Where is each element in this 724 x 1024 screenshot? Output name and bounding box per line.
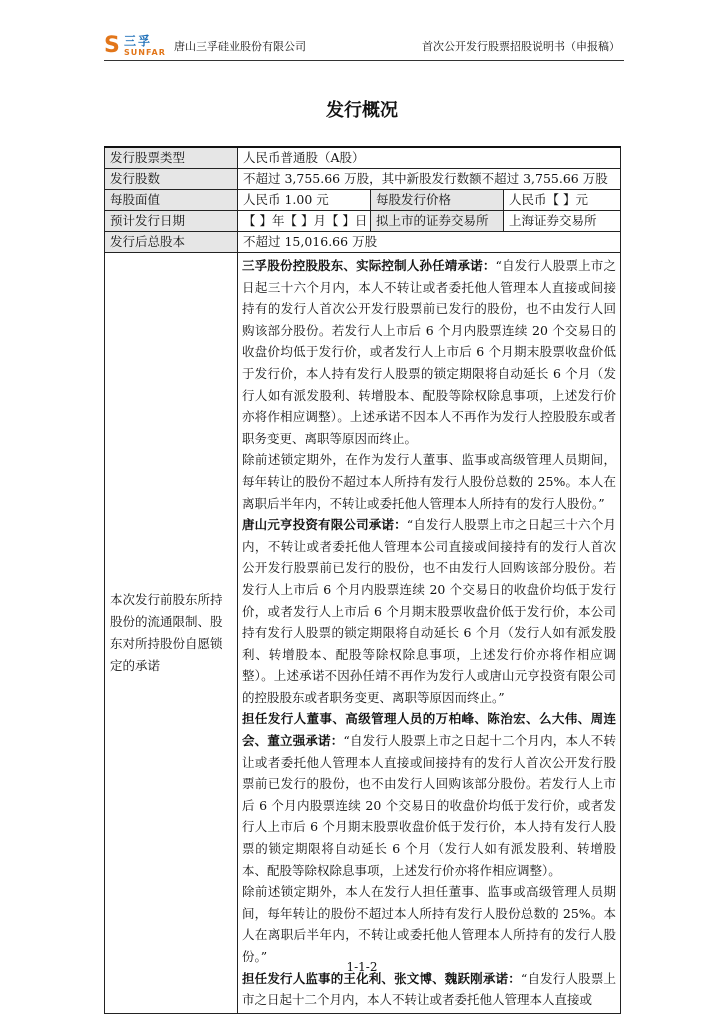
logo-english-text: SUNFAR [124, 48, 166, 57]
commitment-text-6: “自发行人股票上市之日起十二个月内，本人不转让或者委托他人管理本人直接或 [242, 970, 616, 1008]
company-name: 唐山三孚硅业股份有限公司 [174, 40, 306, 53]
page-header [104, 34, 624, 61]
total-capital-value: 不超过 15,016.66 万股 [238, 232, 621, 253]
table-row-issue-date [105, 211, 621, 232]
table-row-par-value [105, 190, 621, 211]
table-row-share-count [105, 169, 621, 190]
page-number: 1-1-2 [346, 960, 378, 974]
commitment-paragraph-2 [242, 449, 616, 514]
commitment-lead-1: 三孚股份控股股东、实际控制人孙任靖承诺： [242, 258, 496, 273]
issue-date-value: 【 】年【 】月【 】日 [238, 211, 371, 232]
logo-s-icon: S [104, 33, 120, 58]
table-row-stock-type [105, 147, 621, 169]
share-count-label: 发行股数 [105, 169, 238, 190]
commitment-paragraph-3 [242, 514, 616, 708]
stock-type-label: 发行股票类型 [105, 147, 238, 169]
table-row-total-capital [105, 232, 621, 253]
exchange-value: 上海证券交易所 [504, 211, 621, 232]
commitment-text-2: 除前述锁定期外，在作为发行人董事、监事或高级管理人员期间，每年转让的股份不超过本人所持有发行人股份总数的 25%。本人在离职后半年内，不转让或委托他人管理本人所持有的发行人股份。” [242, 452, 617, 511]
issue-price-label: 每股发行价格 [371, 190, 504, 211]
logo-chinese-text: 三孚 [124, 34, 153, 48]
commitment-paragraph-1 [242, 255, 616, 449]
total-capital-label: 发行后总股本 [105, 232, 238, 253]
commitment-paragraph-6 [242, 968, 616, 1011]
par-value-label: 每股面值 [105, 190, 238, 211]
commitment-lead-3: 唐山元亨投资有限公司承诺： [242, 517, 407, 533]
exchange-label: 拟上市的证券交易所 [371, 211, 504, 232]
commitment-lead-6: 担任发行人监事的王化利、张文博、魏跃刚承诺： [242, 970, 521, 986]
issue-date-label: 预计发行日期 [105, 211, 238, 232]
commitment-text-3: “自发行人股票上市之日起三十六个月内，不转让或者委托他人管理本公司直接或间接持有的发行人首次公开发行股票前已发行的股份，也不由发行人回购该部分股份。若发行人上市后 6 个月内股票连续 20 个交易日的收盘价均低于发行价，或者发行人上市后 6 个月期末股票收盘价低于发行价，本公司持有发行人股票的锁定期限将自动延长 6 个月（发行人如有派发股利、转增股本、配股等除权除息事项，上述发行价亦将作相应调整）。上述承诺不因孙任靖不再作为发行人或唐山元亨投资有限公司的控股股东或者职务变更、离职等原因而终止。” [242, 517, 617, 705]
commitment-text-5: 除前述锁定期外，本人在发行人担任董事、监事或高级管理人员期间，每年转让的股份不超过本人所持有发行人股份总数的 25%。本人在离职后半年内，不转让或委托他人管理本人所持有的发行人股份。” [242, 884, 617, 964]
commitment-paragraph-4 [242, 708, 616, 881]
lockup-commitments [238, 253, 621, 1014]
commitment-text-4: “自发行人股票上市之日起十二个月内，本人不转让或者委托他人管理本人直接或间接持有的发行人首次公开发行股票前已发行的股份，也不由发行人回购该部分股份。若发行人上市后 6 个月内股票连续 20 个交易日的收盘价均低于发行价，或者发行人上市后 6 个月期末股票收盘价低于发行价，本人持有发行人股票的锁定期限将自动延长 6 个月（发行人如有派发股利、转增股本、配股等除权除息事项，上述发行价亦将作相应调整）。 [242, 733, 617, 878]
company-logo [104, 34, 174, 60]
commitment-paragraph-5 [242, 881, 616, 967]
commitment-text-1: “自发行人股票上市之日起三十六个月内，本人不转让或者委托他人管理本人直接或间接持有的发行人首次公开发行股票前已发行的股份，也不由发行人回购该部分股份。若发行人上市后 6 个月内股票连续 20 个交易日的收盘价均低于发行价，或者发行人上市后 6 个月期末股票收盘价低于发行价，本人持有发行人股票的锁定期限将自动延长 6 个月（发行人如有派发股利、转增股本、配股等除权除息事项，上述发行价亦将作相应调整）。上述承诺不因本人不再作为发行人控股股东或者职务变更、离职等原因而终止。 [242, 258, 617, 446]
offering-overview-table [104, 146, 621, 1014]
document-title: 首次公开发行股票招股说明书（申报稿） [422, 40, 620, 53]
commitment-lead-4: 担任发行人董事、高级管理人员的万柏峰、陈治宏、么大伟、周连会、董立强承诺： [242, 711, 617, 749]
lockup-label: 本次发行前股东所持股份的流通限制、股东对所持股份自愿锁定的承诺 [105, 253, 238, 1014]
share-count-value: 不超过 3,755.66 万股，其中新股发行数额不超过 3,755.66 万股 [238, 169, 621, 190]
issue-price-value: 人民币【 】元 [504, 190, 621, 211]
par-value-value: 人民币 1.00 元 [238, 190, 371, 211]
page-heading: 发行概况 [326, 100, 398, 121]
table-row-lockup [105, 253, 621, 1014]
stock-type-value: 人民币普通股（A股） [238, 147, 621, 169]
